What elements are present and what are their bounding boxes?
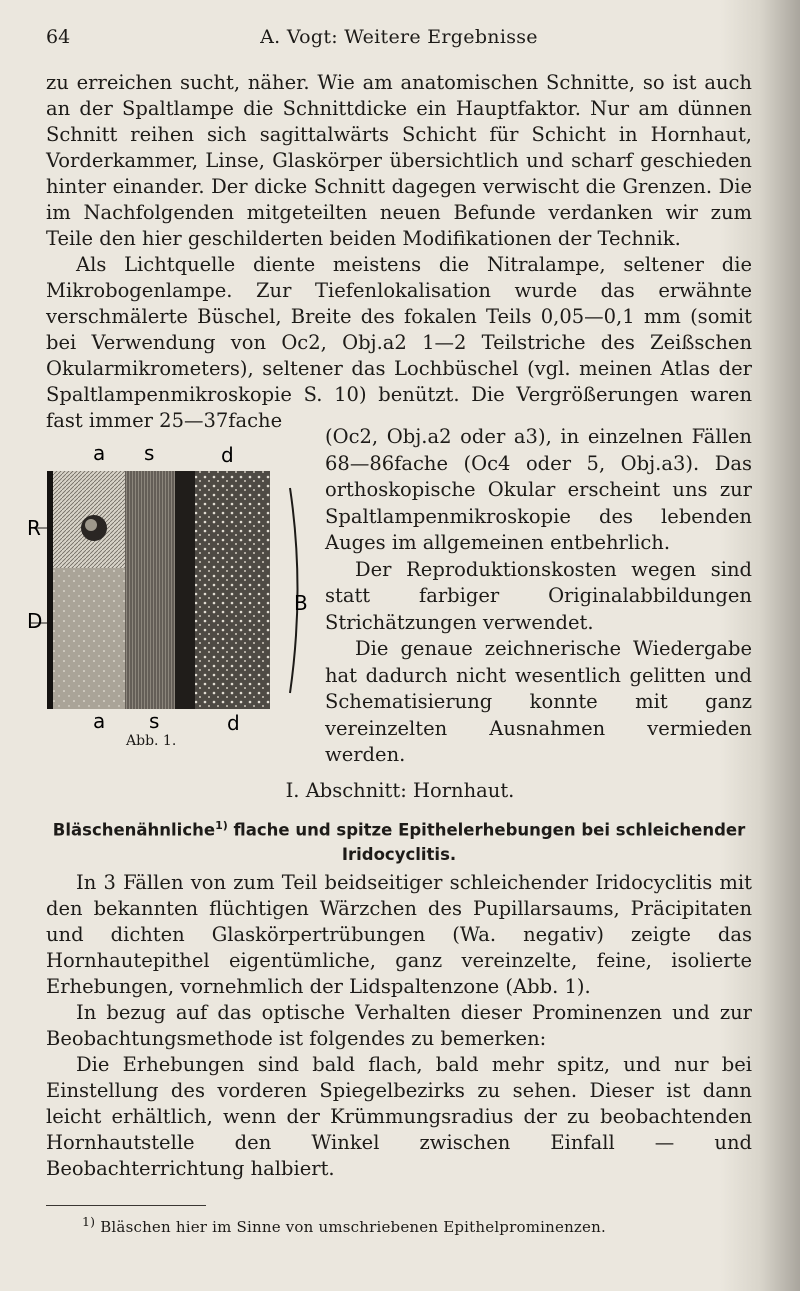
paragraph: In 3 Fällen von zum Teil beidseitiger schleichender Iridocyclitis mit den bekannten flüchtigen Wärzchen des Pupillarsaums, Präcipitaten und dichten Glaskörpertrübungen (Wa. negativ) zeigte das Hornhautepithel eigentümliche, ganz vereinzelte, feine, isolierte Erhebungen, vornehmlich der Lidspaltenzone (Abb. 1). [46, 871, 752, 998]
paragraph: Der Reproduktionskosten wegen sind statt farbiger Originalabbildungen Strichätzungen verwendet. [325, 557, 752, 634]
label-d-side: D [27, 609, 43, 633]
text-block-top [46, 70, 752, 434]
figure-caption: Abb. 1. [126, 733, 177, 749]
footnote-marker: 1) [82, 1214, 96, 1229]
section-heading: I. Abschnitt: Hornhaut. [285, 779, 515, 802]
page-number: 64 [46, 26, 71, 48]
label-r: R [27, 516, 41, 540]
label-a-top: a [93, 441, 106, 465]
running-header [46, 26, 752, 56]
paragraph: Die Erhebungen sind bald flach, bald mehr spitz, und nur bei Einstellung des vorderen Spiegelbezirks zu sehen. Dieser ist dann leicht erhältlich, wenn der Krümmungsradius der zu beobachtenden Hornhautstelle den Winkel zwischen Einfall — und Beobachterrichtung halbiert. [46, 1053, 752, 1180]
label-d-top: d [221, 443, 234, 467]
figure-abb-1 [22, 438, 322, 758]
label-a-bottom: a [93, 709, 106, 733]
paragraph: Als Lichtquelle diente meistens die Nitralampe, seltener die Mikrobogenlampe. Zur Tiefenlokalisation wurde das erwähnte verschmälerte Büschel, Breite des fokalen Teils 0,05—0,1 mm (somit bei Verwendung von Oc2, Obj.a2 1—2 Teilstriche des Zeißschen Okularmikrometers), seltener das Lochbüschel (vgl. meinen Atlas der Spaltlampenmikroskopie S. 10) benützt. Die Vergrößerungen waren fast immer 25—37fache [46, 253, 752, 432]
footnote-text: Bläschen hier im Sinne von umschriebenen Epithelprominenzen. [95, 1218, 606, 1236]
figure-illustration [22, 438, 322, 738]
label-b: B [294, 591, 308, 615]
text-block-bottom [46, 870, 752, 1182]
paragraph: In bezug auf das optische Verhalten dieser Prominenzen und zur Beobachtungsmethode ist folgendes zu bemerken: [46, 1001, 752, 1050]
footnote [82, 1214, 606, 1236]
footnote-divider [46, 1205, 206, 1206]
heading-text-rest: flache und spitze Epithelerhebungen bei schleichender [227, 820, 746, 840]
heading-text-start: Bläschenähnliche [52, 820, 216, 840]
footnote-ref: 1) [215, 819, 228, 832]
heading-text-line2: Iridocyclitis. [341, 844, 457, 864]
paragraph: Die genaue zeichnerische Wiedergabe hat dadurch nicht wesentlich gelitten und Schematisierung konnte mit ganz vereinzelten Ausnahmen vermieden werden. [325, 637, 752, 766]
text-beside-figure [325, 424, 752, 769]
paragraph: zu erreichen sucht, näher. Wie am anatomischen Schnitte, so ist auch an der Spaltlampe die Schnittdicke ein Hauptfaktor. Nur am dünnen Schnitt reihen sich sagittalwärts Schicht für Schicht in Hornhaut, Vorderkammer, Linse, Glaskörper übersichtlich und scharf geschieden hinter einander. Der dicke Schnitt dagegen verwischt die Grenzen. Die im Nachfolgenden mitgeteilten neuen Befunde verdanken wir zum Teile den hier geschilderten beiden Modifikationen der Technik. [46, 71, 752, 250]
label-s-bottom: s [149, 709, 160, 733]
paragraph: (Oc2, Obj.a2 oder a3), in einzelnen Fällen 68—86fache (Oc4 oder 5, Obj.a3). Das orthoskopische Okular erscheint uns zur Spaltlampenmikroskopie des lebenden Auges im allgemeinen entbehrlich. [325, 425, 752, 554]
subsection-heading [46, 814, 752, 867]
label-s-top: s [144, 441, 155, 465]
label-d-bottom: d [227, 711, 240, 735]
running-title: A. Vogt: Weitere Ergebnisse [260, 26, 538, 48]
